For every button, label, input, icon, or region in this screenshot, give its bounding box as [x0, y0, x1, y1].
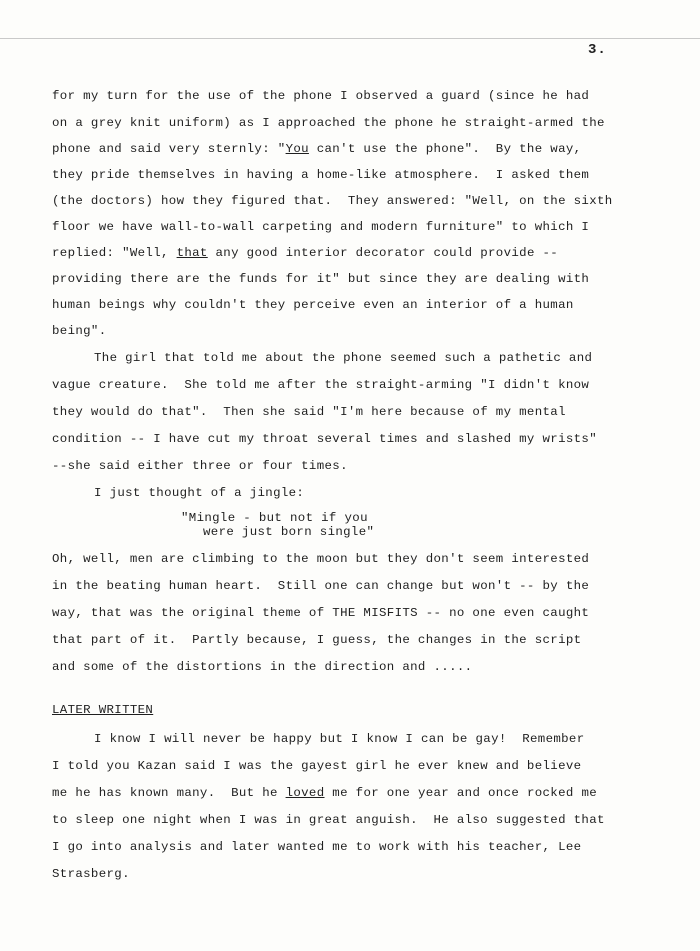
text-line [52, 785, 597, 801]
top-rule [0, 38, 700, 39]
text-line: and some of the distortions in the direction and ..... [52, 660, 473, 674]
underlined-word: that [176, 246, 208, 260]
jingle-line: "Mingle - but not if you [181, 511, 368, 525]
text-line: to sleep one night when I was in great anguish. He also suggested that [52, 813, 605, 827]
text-segment: any good interior decorator could provide -- [207, 246, 559, 260]
text-line: for my turn for the use of the phone I observed a guard (since he had [52, 89, 590, 103]
text-line: (the doctors) how they figured that. They answered: "Well, on the sixth [52, 194, 613, 208]
text-line: I know I will never be happy but I know I can be gay! Remember [94, 732, 585, 746]
text-line: on a grey knit uniform) as I approached the phone he straight-armed the [52, 116, 605, 130]
text-line: Strasberg. [52, 867, 130, 881]
text-line: being". [52, 324, 107, 338]
text-line: condition -- I have cut my throat several times and slashed my wrists" [52, 432, 597, 446]
text-line: human beings why couldn't they perceive even an interior of a human [52, 298, 574, 312]
text-line: vague creature. She told me after the straight-arming "I didn't know [52, 378, 590, 392]
text-line: they would do that". Then she said "I'm here because of my mental [52, 405, 566, 419]
underlined-word: loved [285, 786, 325, 800]
text-line: I go into analysis and later wanted me to work with his teacher, Lee [52, 840, 582, 854]
text-line [52, 245, 558, 261]
text-line: way, that was the original theme of THE MISFITS -- no one even caught [52, 606, 590, 620]
text-segment: replied: "Well, [52, 246, 177, 260]
underlined-word: You [285, 142, 309, 156]
text-line: providing there are the funds for it" but since they are dealing with [52, 272, 590, 286]
section-heading: LATER WRITTEN [52, 703, 154, 717]
jingle-intro: I just thought of a jingle: [94, 486, 305, 500]
text-line: floor we have wall-to-wall carpeting and modern furniture" to which I [52, 220, 590, 234]
text-segment: phone and said very sternly: " [52, 142, 286, 156]
page-number: 3. [588, 42, 607, 58]
text-line: The girl that told me about the phone seemed such a pathetic and [94, 351, 593, 365]
text-line: they pride themselves in having a home-like atmosphere. I asked them [52, 168, 590, 182]
text-segment: me he has known many. But he [52, 786, 286, 800]
text-line: --she said either three or four times. [52, 459, 348, 473]
text-segment: can't use the phone". By the way, [308, 142, 582, 156]
text-line: I told you Kazan said I was the gayest girl he ever knew and believe [52, 759, 582, 773]
text-line: Oh, well, men are climbing to the moon but they don't seem interested [52, 552, 590, 566]
jingle-line: were just born single" [203, 525, 375, 539]
text-line [52, 141, 581, 157]
text-line: in the beating human heart. Still one can change but won't -- by the [52, 579, 590, 593]
text-segment: me for one year and once rocked me [324, 786, 598, 800]
text-line: that part of it. Partly because, I guess, the changes in the script [52, 633, 582, 647]
